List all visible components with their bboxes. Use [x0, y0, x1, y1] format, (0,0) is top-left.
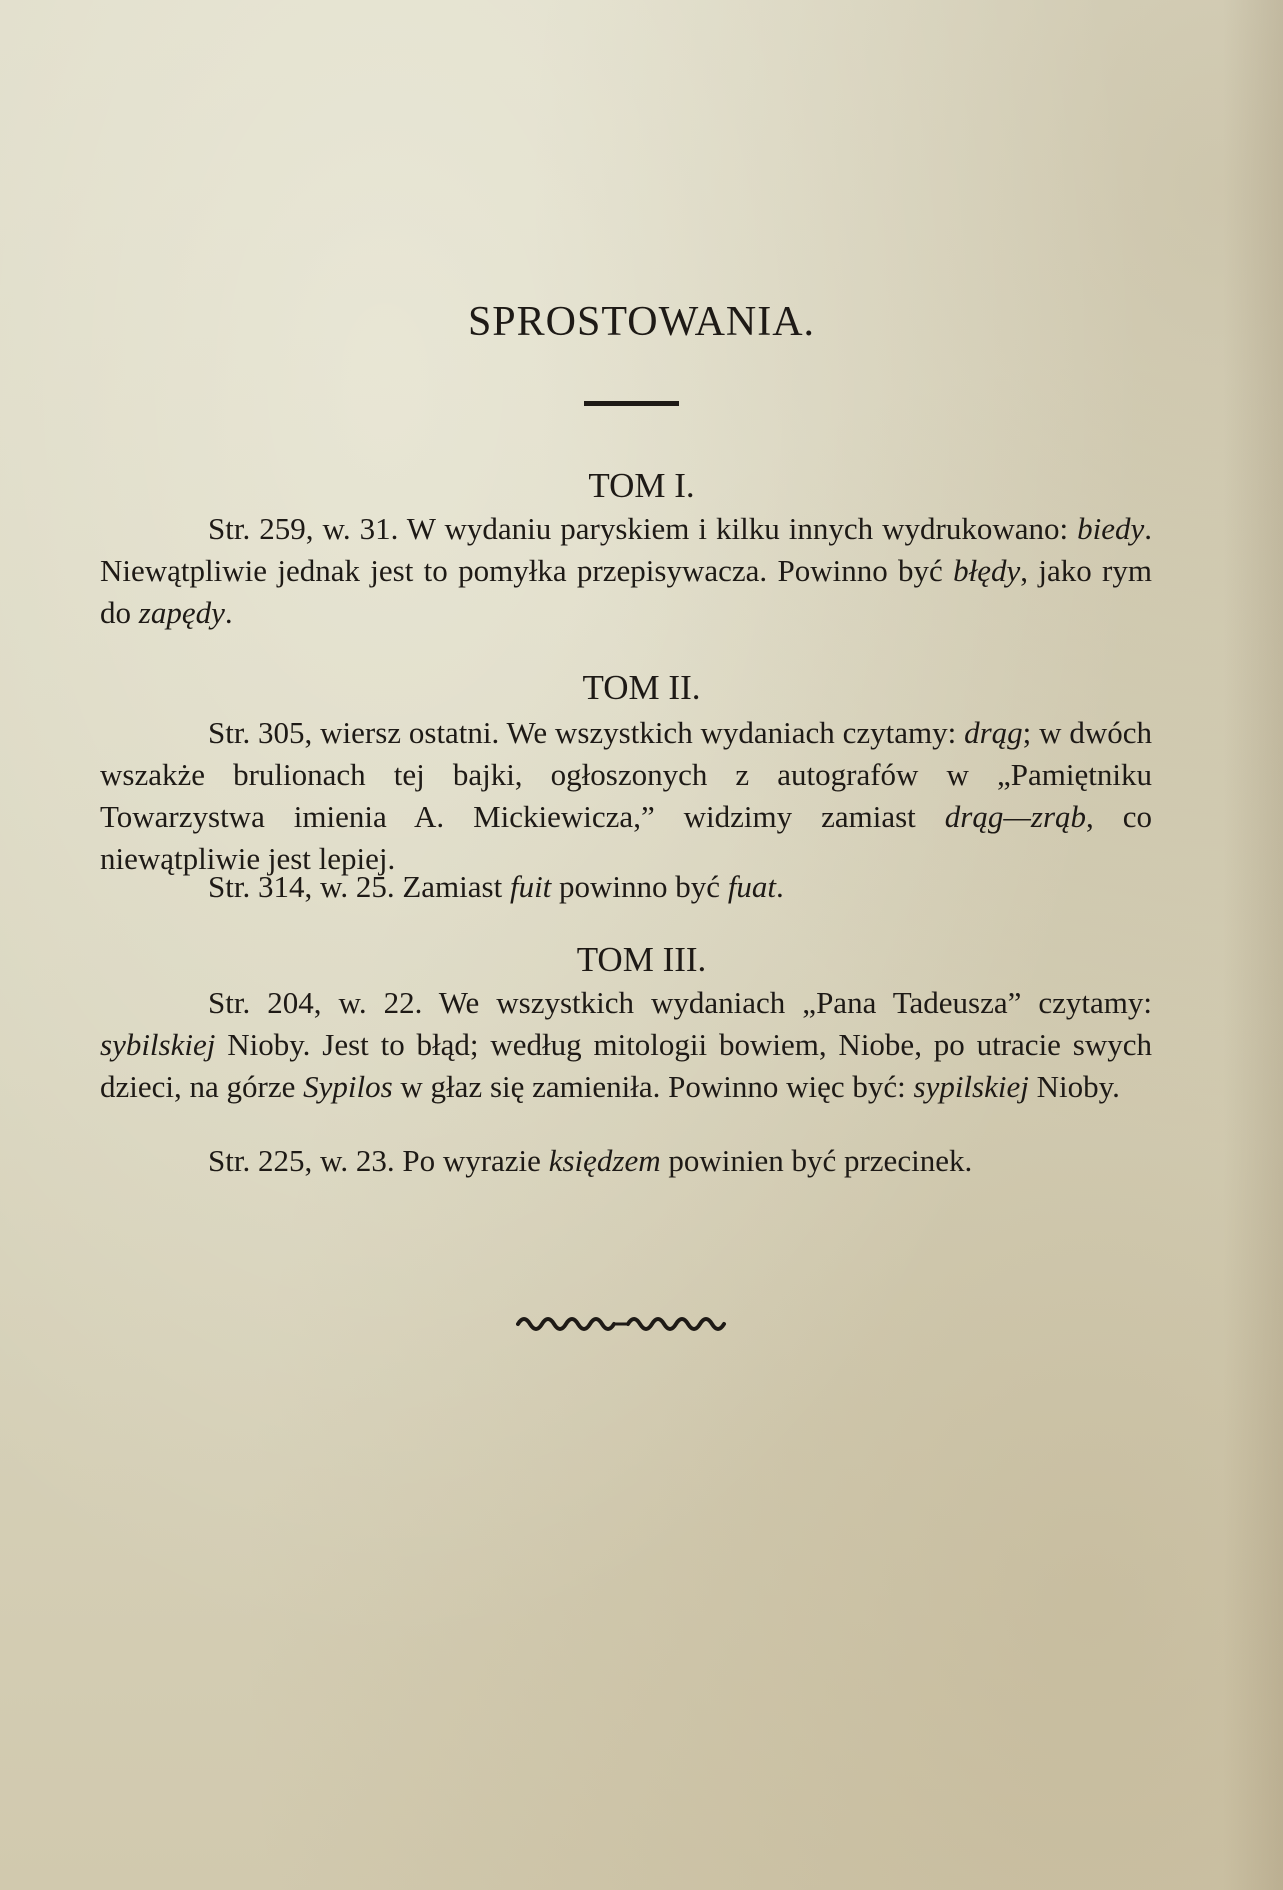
correction-tom-1-p1 [100, 508, 1152, 634]
correction-tom-2-p1 [100, 712, 1152, 880]
italic-word: zapędy [138, 595, 225, 630]
section-heading-tom-1: TOM I. [588, 466, 695, 505]
text-run: . [776, 869, 784, 904]
correction-tom-3-p1 [100, 982, 1152, 1108]
text-run: , jako rym do [100, 553, 1152, 630]
italic-word: drąg [964, 715, 1023, 750]
text-run: w głaz się zamieniła. Powinno więc być: [392, 1069, 914, 1104]
italic-word: księdzem [548, 1143, 661, 1178]
italic-word: biedy [1077, 511, 1145, 546]
section-heading-tom-2: TOM II. [582, 668, 701, 707]
page-title: SPROSTOWANIA. [467, 299, 816, 345]
text-run: powinno być [551, 869, 728, 904]
text-run: Str. 225, w. 23. Po wyrazie [208, 1143, 549, 1178]
text-run: Str. 305, wiersz ostatni. We wszystkich wydaniach czytamy: [208, 715, 965, 750]
text-run: Str. 204, w. 22. We wszystkich wydaniach „Pana Tadeusza” czytamy: [208, 985, 1152, 1020]
italic-word: fuat [727, 869, 777, 904]
italic-word: błędy [953, 553, 1021, 588]
end-ornament [516, 1310, 730, 1334]
text-run: powinien być przecinek. [660, 1143, 973, 1178]
text-run: Str. 314, w. 25. Zamiast [208, 869, 510, 904]
text-run: . Niewątpliwie jednak jest to pomyłka przepisywacza. Powinno być [100, 511, 1152, 588]
text-run: . [224, 595, 233, 630]
section-heading-tom-3: TOM III. [576, 940, 707, 979]
correction-tom-3-p2 [100, 1140, 1152, 1182]
text-run: , co niewątpliwie jest lepiej. [100, 799, 1153, 876]
text-run: Nioby. [1028, 1069, 1120, 1104]
italic-word: sypilskiej [913, 1069, 1029, 1104]
text-run: Nioby. Jest to błąd; według mitologii bowiem, Niobe, po utracie swych dzieci, na górze [100, 1027, 1152, 1104]
title-rule [584, 401, 679, 406]
text-run: Str. 259, w. 31. W wydaniu paryskiem i kilku innych wydrukowano: [208, 511, 1078, 546]
text-run: ; w dwóch wszakże brulionach tej bajki, ogłoszonych z autografów w „Pamiętniku Towarzystwa imienia A. Mickiewicza,” widzimy zamiast [100, 715, 1152, 834]
italic-word: fuit [509, 869, 552, 904]
italic-word: sybilskiej [100, 1027, 216, 1062]
correction-tom-2-p2 [100, 866, 1152, 908]
italic-word: drąg—zrąb [944, 799, 1087, 834]
italic-word: Sypilos [303, 1069, 393, 1104]
